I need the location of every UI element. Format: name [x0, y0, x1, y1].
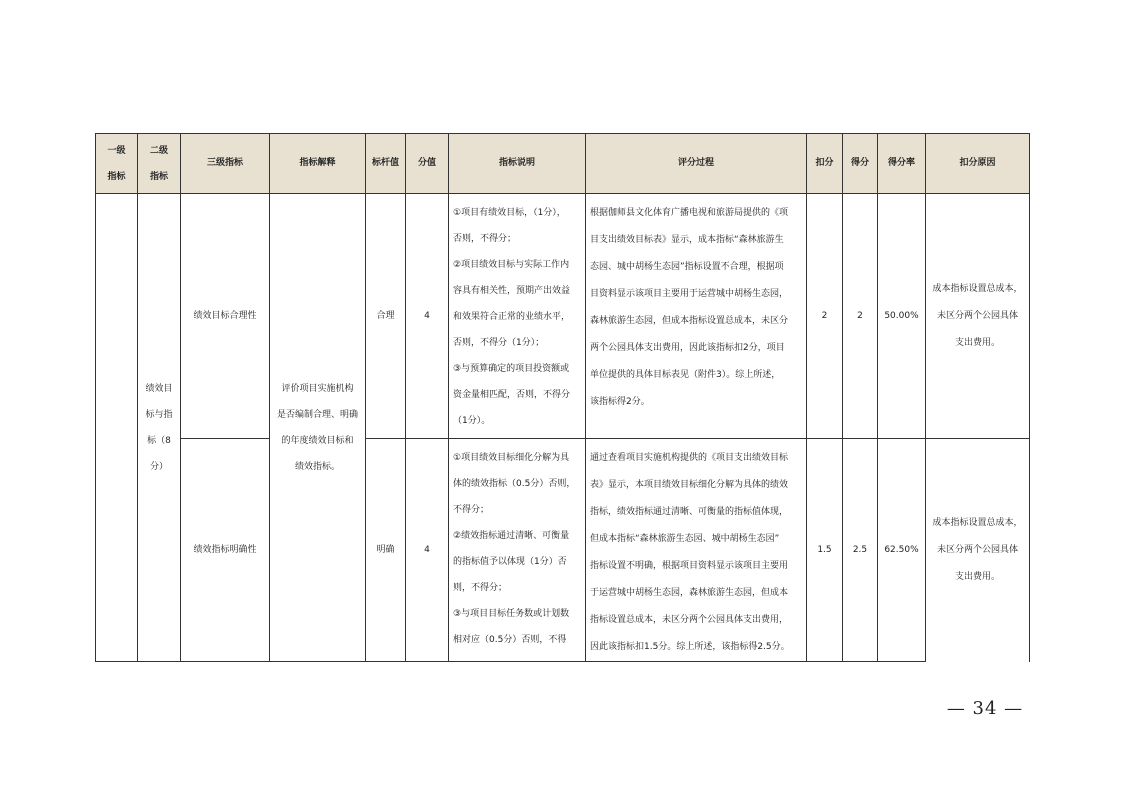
header-level1: 一级 指标	[96, 134, 138, 194]
header-rate: 得分率	[878, 134, 926, 194]
explanation-cell: 评价项目实施机构 是否编制合理、明确 的年度绩效目标和 绩效指标。	[270, 194, 366, 662]
header-row	[96, 134, 1030, 194]
header-process: 评分过程	[586, 134, 807, 194]
process-cell: 通过查看项目实施机构提供的《项目支出绩效目标 表》显示，本项目绩效目标细化分解为具体的绩效 指标，绩效指标通过清晰、可衡量的指标值体现， 但成本指标“森林旅游生态园、城中胡杨生态园” 指标设置不明确，根据项目资料显示该项目主要用 于运营城中胡杨生态园，森林旅游生态园，但成本 指标设置总成本，未区分两个公园具体支出费用， 因此该指标扣1.5分。综上所述，该指标得2.5分。	[586, 439, 807, 662]
table-row	[96, 194, 1030, 439]
score-value-cell: 4	[406, 439, 449, 662]
level2-cell: 绩效目 标与指 标（8 分）	[138, 194, 181, 662]
header-score: 得分	[843, 134, 878, 194]
reason-cell: 成本指标设置总成本， 未区分两个公园具体 支出费用。	[926, 194, 1030, 439]
header-benchmark: 标杆值	[366, 134, 406, 194]
level3-cell: 绩效目标合理性	[181, 194, 270, 439]
benchmark-cell: 合理	[366, 194, 406, 439]
evaluation-table	[95, 133, 1030, 662]
process-cell: 根据伽师县文化体育广播电视和旅游局提供的《项 目支出绩效目标表》显示，成本指标“森林旅游生 态园、城中胡杨生态园”指标设置不合理，根据项 目资料显示该项目主要用于运营城中胡杨生态园， 森林旅游生态园，但成本指标设置总成本，未区分 两个公园具体支出费用，因此该指标扣2分，项目 单位提供的具体目标表见（附件3）。综上所述， 该指标得2分。	[586, 194, 807, 439]
table-row	[96, 439, 1030, 662]
score-value-cell: 4	[406, 194, 449, 439]
score-cell: 2.5	[843, 439, 878, 662]
score-cell: 2	[843, 194, 878, 439]
header-description: 指标说明	[449, 134, 586, 194]
header-score-value: 分值	[406, 134, 449, 194]
rate-cell: 50.00%	[878, 194, 926, 439]
level1-cell	[96, 194, 138, 662]
description-cell: ①项目绩效目标细化分解为具 体的绩效指标（0.5分）否则， 不得分； ②绩效指标通过清晰、可衡量 的指标值予以体现（1分）否 则，不得分； ③与项目目标任务数或计划数 相对应（0.5分）否则，不得	[449, 439, 586, 662]
deduction-cell: 1.5	[807, 439, 843, 662]
header-explanation: 指标解释	[270, 134, 366, 194]
header-level2: 二级 指标	[138, 134, 181, 194]
header-deduction: 扣分	[807, 134, 843, 194]
header-level3: 三级指标	[181, 134, 270, 194]
rate-cell: 62.50%	[878, 439, 926, 662]
benchmark-cell: 明确	[366, 439, 406, 662]
page-number: — 34 —	[946, 698, 1024, 719]
reason-cell: 成本指标设置总成本， 未区分两个公园具体 支出费用。	[926, 439, 1030, 662]
header-reason: 扣分原因	[926, 134, 1030, 194]
level3-cell: 绩效指标明确性	[181, 439, 270, 662]
description-cell: ①项目有绩效目标，（1分）， 否则，不得分； ②项目绩效目标与实际工作内 容具有相关性，预期产出效益 和效果符合正常的业绩水平， 否则，不得分（1分）； ③与预算确定的项目投资额或 资金量相匹配，否则，不得分 （1分）。	[449, 194, 586, 439]
deduction-cell: 2	[807, 194, 843, 439]
